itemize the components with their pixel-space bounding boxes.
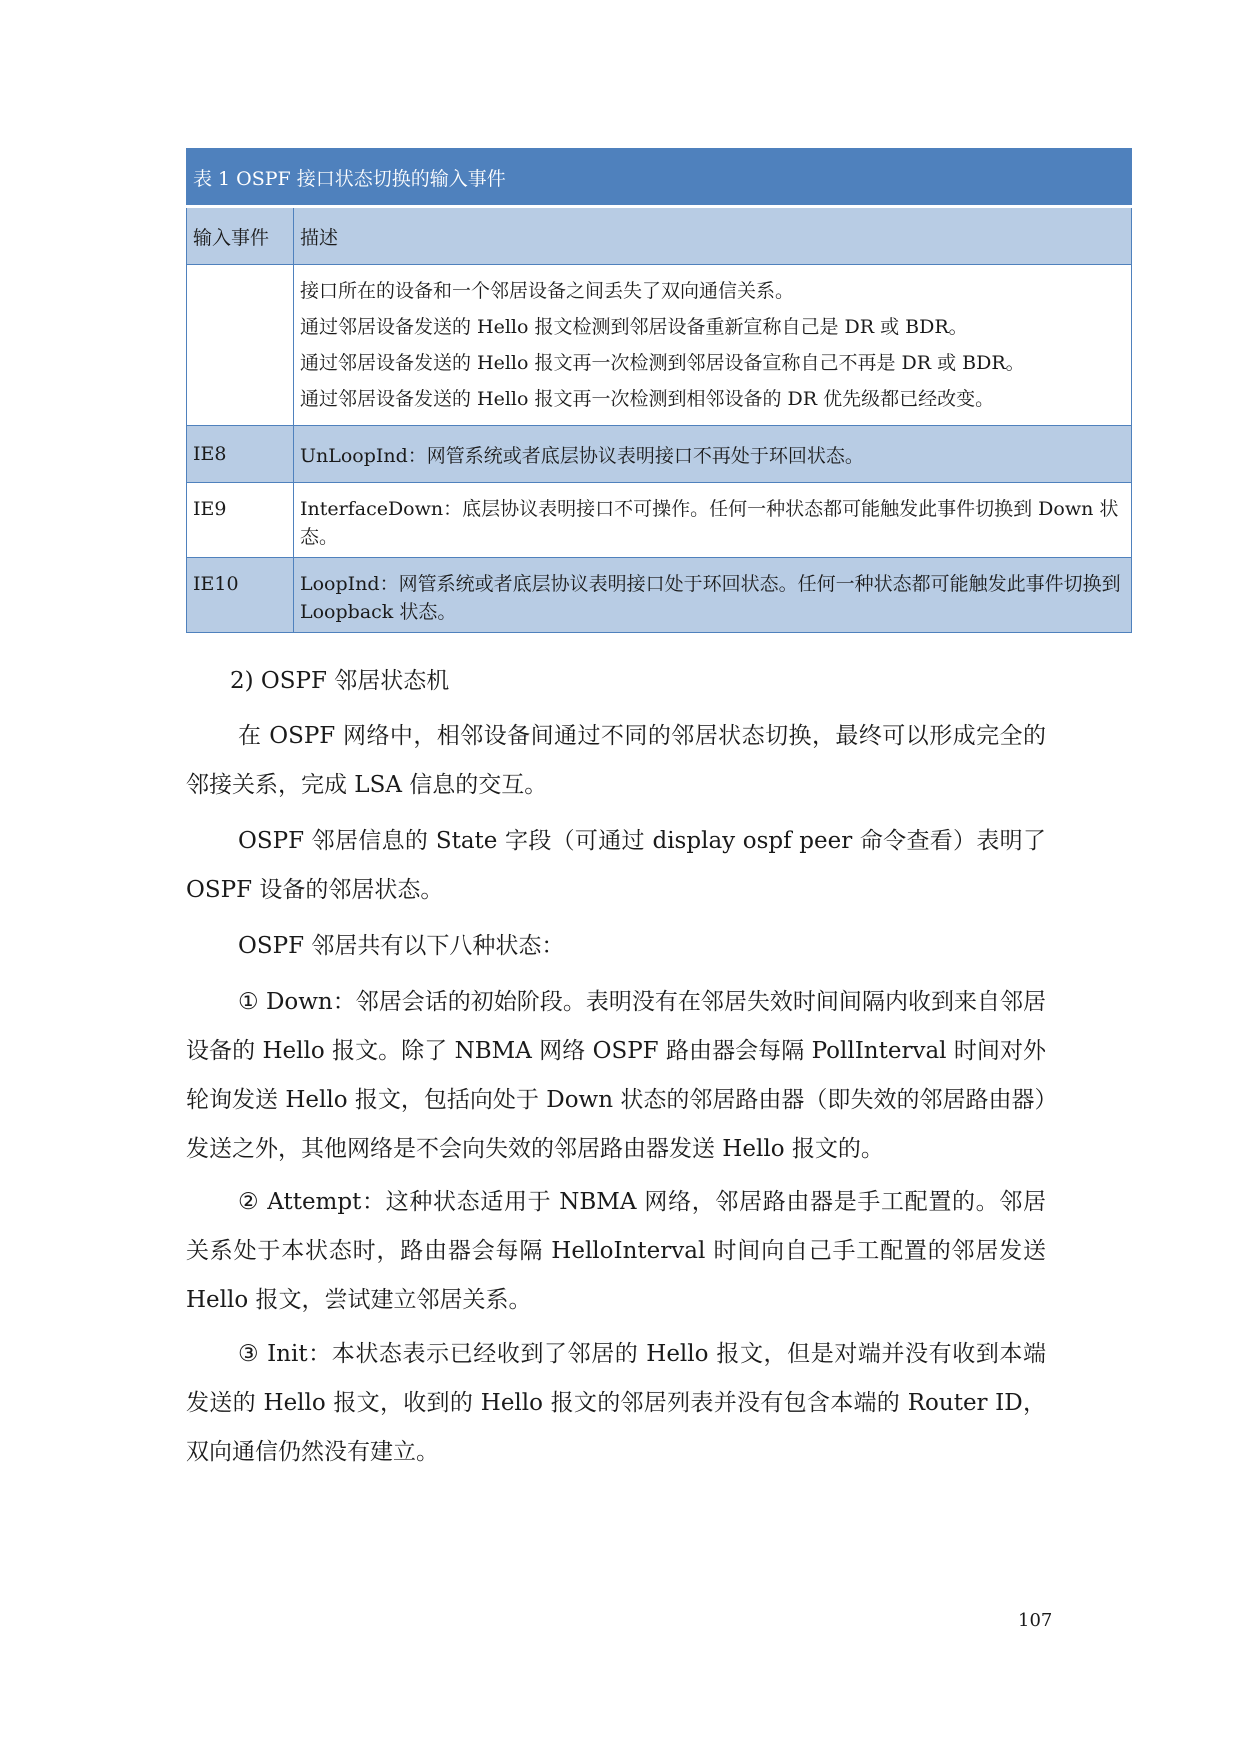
table-row — [187, 265, 1132, 426]
header-description: 描述 — [294, 207, 1132, 265]
table-row — [187, 558, 1132, 633]
paragraph: OSPF 邻居共有以下八种状态： — [238, 933, 565, 959]
description-line: 接口所在的设备和一个邻居设备之间丢失了双向通信关系。 — [300, 280, 795, 302]
row-event: IE8 — [187, 426, 294, 483]
section-subheading: 2) OSPF 邻居状态机 — [230, 668, 450, 694]
table-row — [187, 483, 1132, 558]
paragraph: ③ Init：本状态表示已经收到了邻居的 Hello 报文，但是对端并没有收到本端发送的 Hello 报文，收到的 Hello 报文的邻居列表并没有包含本端的 Router ID，双向通信仍然没有建立。 — [186, 1341, 1046, 1465]
row-event: IE9 — [187, 483, 294, 558]
row-event: IE10 — [187, 558, 294, 633]
row-event — [187, 265, 294, 426]
description-line: 通过邻居设备发送的 Hello 报文再一次检测到邻居设备宣称自己不再是 DR 或 BDR。 — [300, 352, 1025, 374]
page-number: 107 — [1018, 1610, 1053, 1631]
paragraph: 在 OSPF 网络中，相邻设备间通过不同的邻居状态切换，最终可以形成完全的邻接关系，完成 LSA 信息的交互。 — [186, 723, 1046, 798]
description-line: 通过邻居设备发送的 Hello 报文检测到邻居设备重新宣称自己是 DR 或 BDR。 — [300, 316, 968, 338]
row-description: InterfaceDown：底层协议表明接口不可操作。任何一种状态都可能触发此事件切换到 Down 状态。 — [294, 483, 1132, 558]
description-line: 通过邻居设备发送的 Hello 报文再一次检测到相邻设备的 DR 优先级都已经改变。 — [300, 388, 995, 410]
table-title: 表 1 OSPF 接口状态切换的输入事件 — [187, 149, 1132, 207]
row-description — [294, 265, 1132, 426]
table-title-row — [187, 149, 1132, 207]
paragraph: ① Down：邻居会话的初始阶段。表明没有在邻居失效时间间隔内收到来自邻居设备的 Hello 报文。除了 NBMA 网络 OSPF 路由器会每隔 PollInterval 时间对外轮询发送 Hello 报文，包括向处于 Down 状态的邻居路由器（即失效的邻居路由器）发送之外，其他网络是不会向失效的邻居路由器发送 Hello 报文的。 — [186, 989, 1046, 1162]
header-event: 输入事件 — [187, 207, 294, 265]
table-header-row — [187, 207, 1132, 265]
events-table-container — [186, 148, 1132, 633]
row-description: LoopInd：网管系统或者底层协议表明接口处于环回状态。任何一种状态都可能触发此事件切换到 Loopback 状态。 — [294, 558, 1132, 633]
table-row — [187, 426, 1132, 483]
paragraph: OSPF 邻居信息的 State 字段（可通过 display ospf peer 命令查看）表明了 OSPF 设备的邻居状态。 — [186, 828, 1046, 903]
paragraph: ② Attempt：这种状态适用于 NBMA 网络，邻居路由器是手工配置的。邻居关系处于本状态时，路由器会每隔 HelloInterval 时间向自己手工配置的邻居发送 Hello 报文，尝试建立邻居关系。 — [186, 1189, 1046, 1313]
events-table — [186, 148, 1132, 633]
row-description: UnLoopInd：网管系统或者底层协议表明接口不再处于环回状态。 — [294, 426, 1132, 483]
